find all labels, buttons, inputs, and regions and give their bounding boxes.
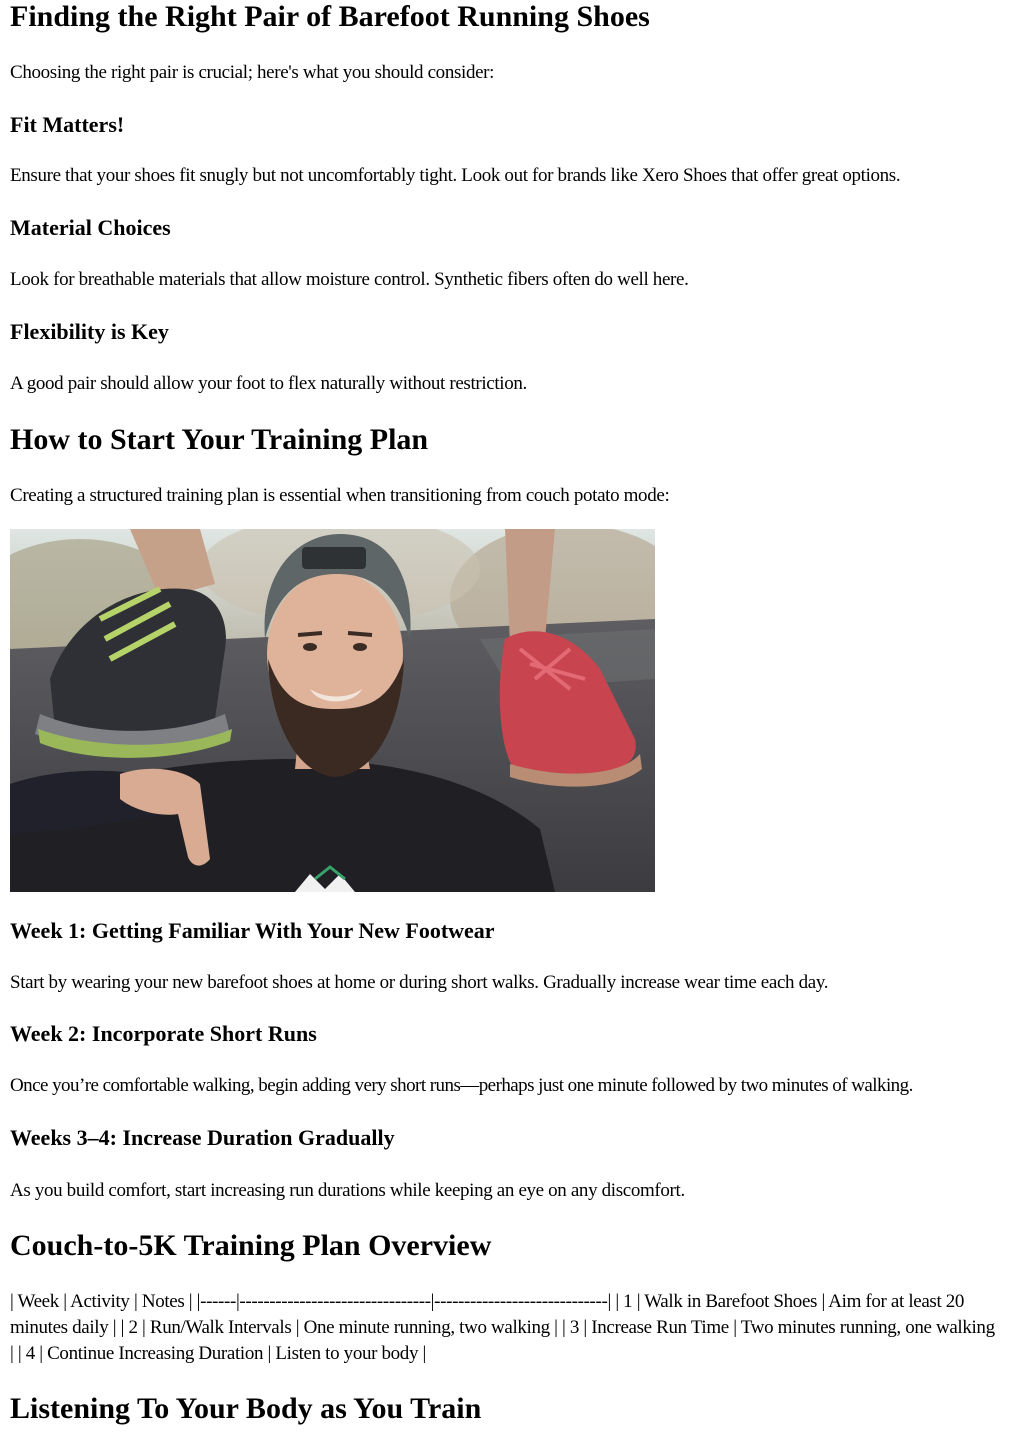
paragraph-plan-table: | Week | Activity | Notes | |------|--------------------------------|-----------------------------| | 1 | Walk in Barefoot Shoes | Aim for at least 20 minutes daily | | 2 | Run/Walk Intervals | One minute running, two walking | | 3 | Increase Run Time | Two minutes running, one walking | | 4 | Continue Increasing Duration | Listen to your body | (10, 1291, 995, 1364)
paragraph-week-2: Once you’re comfortable walking, begin adding very short runs—perhaps just one minute followed by two minutes of walking. (10, 1075, 913, 1096)
heading-week-1: Week 1: Getting Familiar With Your New Footwear (10, 918, 495, 943)
heading-week-2: Week 2: Incorporate Short Runs (10, 1021, 317, 1046)
heading-listening-body: Listening To Your Body as You Train (10, 1392, 482, 1425)
heading-flexibility: Flexibility is Key (10, 319, 169, 344)
heading-finding-shoes: Finding the Right Pair of Barefoot Running Shoes (10, 0, 650, 33)
paragraph-week-1: Start by wearing your new barefoot shoes at home or during short walks. Gradually increase wear time each day. (10, 972, 829, 993)
heading-plan-overview: Couch-to-5K Training Plan Overview (10, 1229, 492, 1262)
paragraph-flexibility: A good pair should allow your foot to flex naturally without restriction. (10, 373, 527, 394)
paragraph-fit-matters: Ensure that your shoes fit snugly but not uncomfortably tight. Look out for brands like Xero Shoes that offer great options. (10, 165, 901, 186)
paragraph-material-choices: Look for breathable materials that allow moisture control. Synthetic fibers often do well here. (10, 269, 689, 290)
paragraph-weeks-3-4: As you build comfort, start increasing run durations while keeping an eye on any discomfort. (10, 1180, 685, 1201)
heading-material-choices: Material Choices (10, 215, 171, 240)
heading-training-plan: How to Start Your Training Plan (10, 423, 429, 456)
paragraph-shoes-intro: Choosing the right pair is crucial; here's what you should consider: (10, 62, 495, 83)
heading-fit-matters: Fit Matters! (10, 112, 125, 137)
heading-weeks-3-4: Weeks 3–4: Increase Duration Gradually (10, 1125, 395, 1150)
paragraph-training-intro: Creating a structured training plan is essential when transitioning from couch potato mode: (10, 485, 670, 506)
runner-photo (10, 529, 655, 892)
